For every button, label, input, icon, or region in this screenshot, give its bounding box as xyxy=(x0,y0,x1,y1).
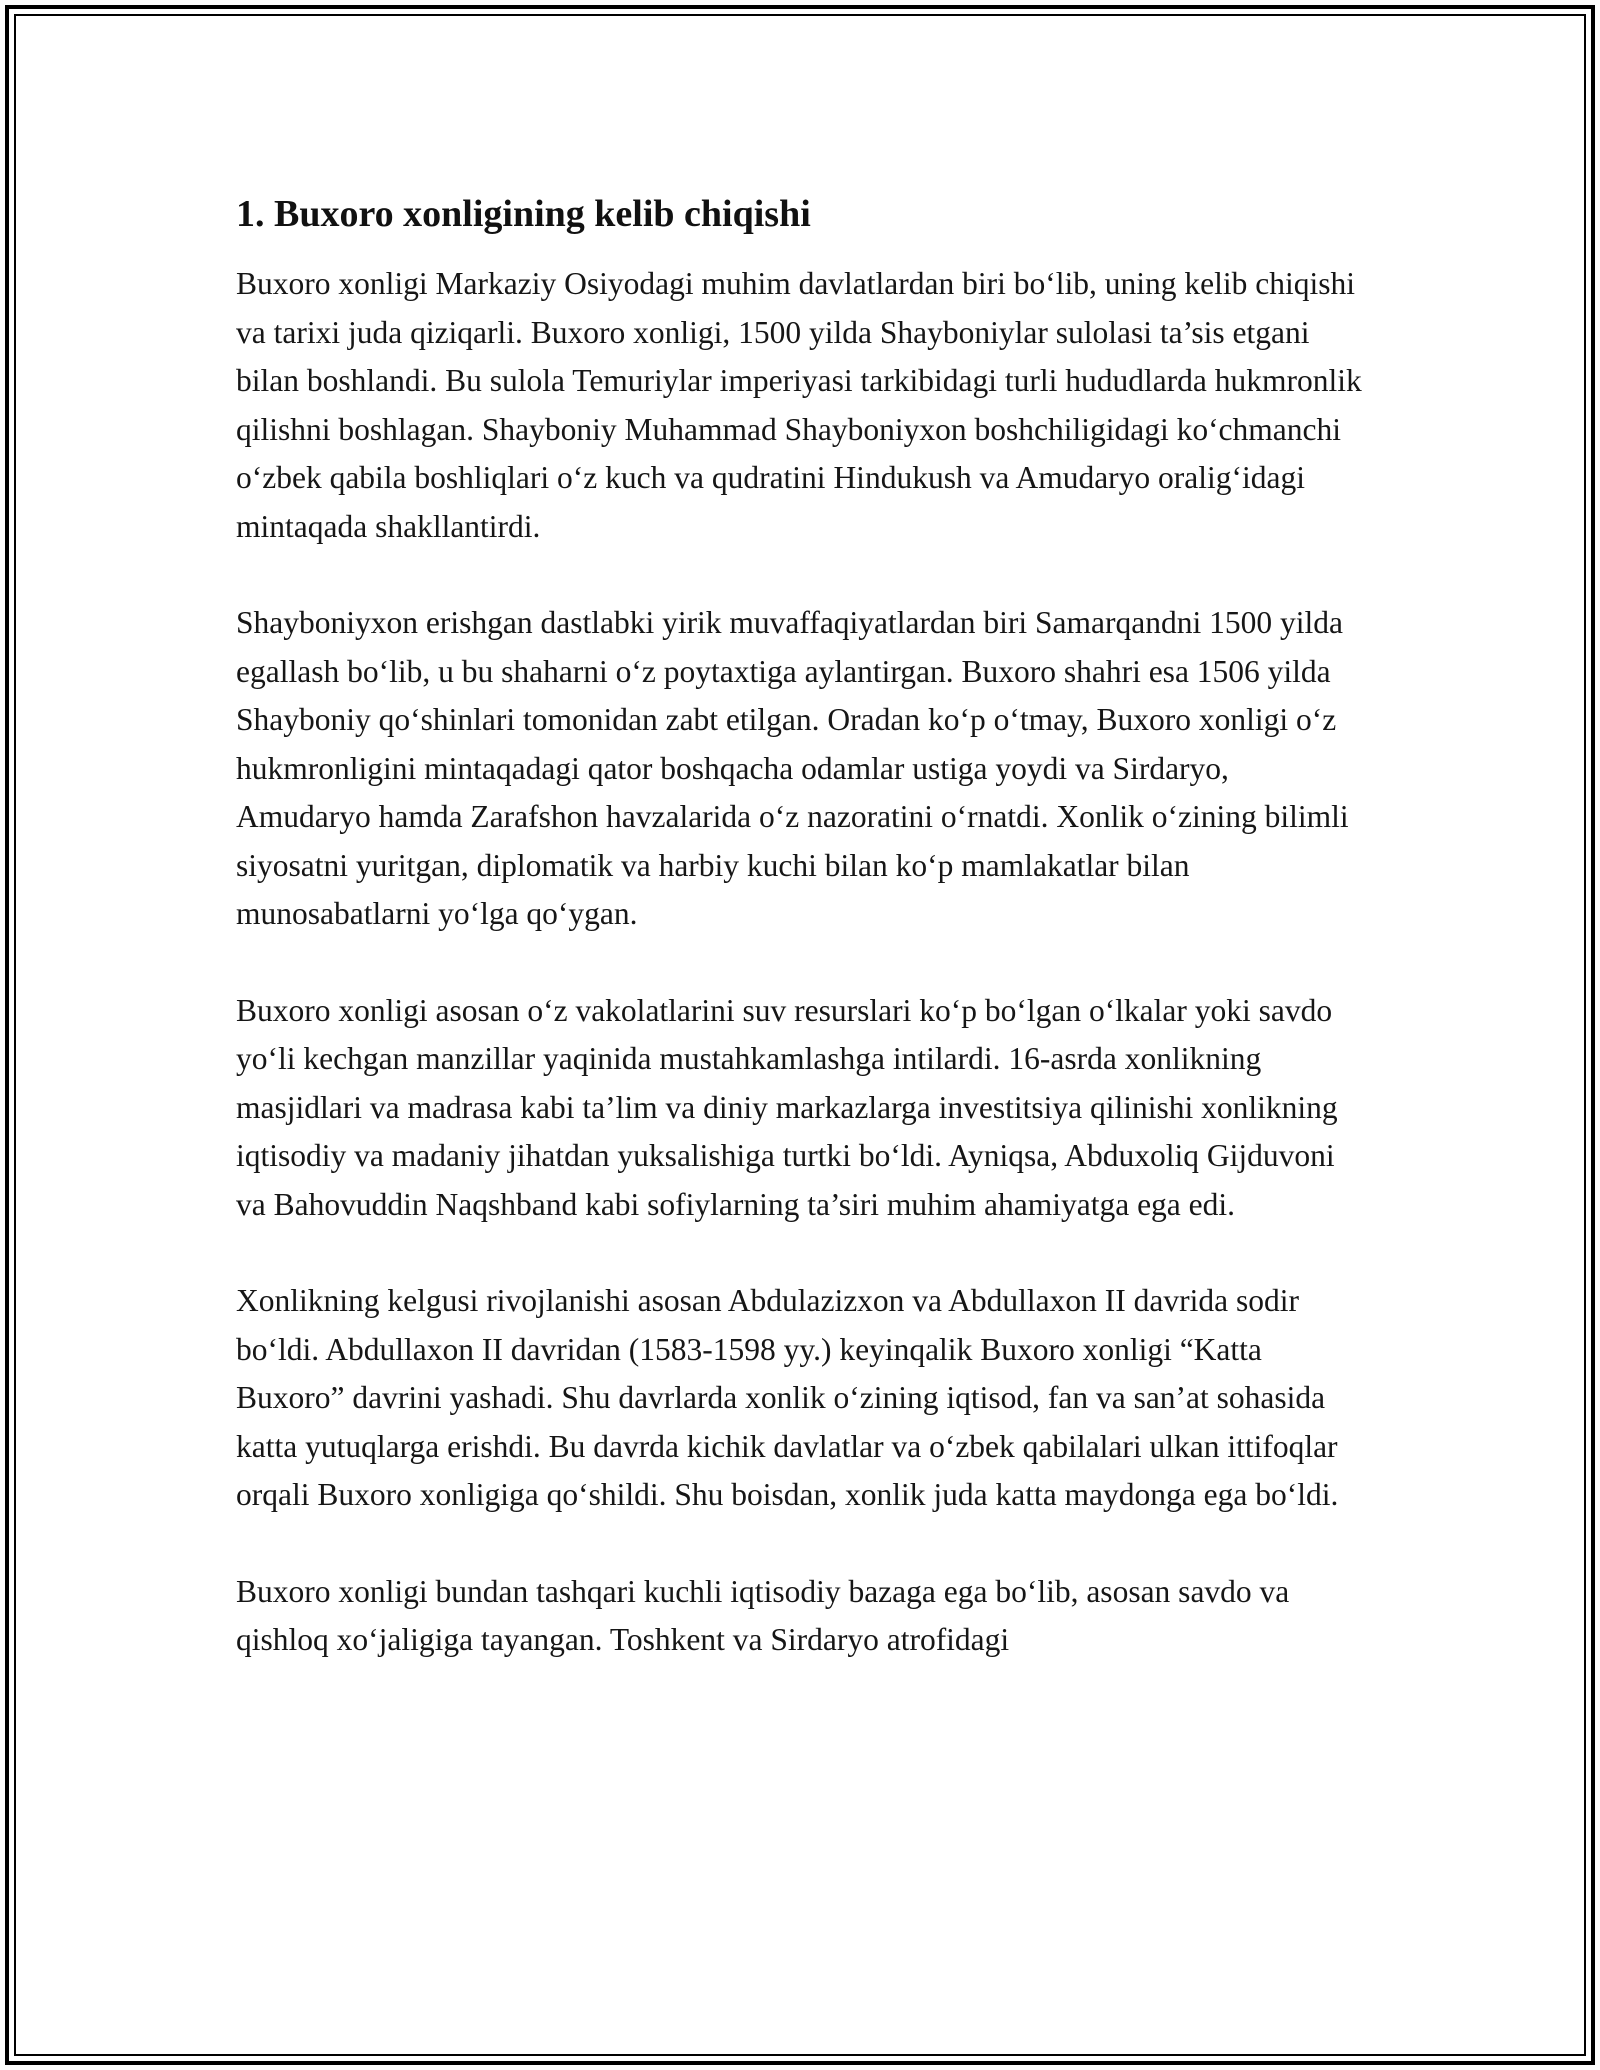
paragraph-3: Buxoro xonligi asosan o‘z vakolatlarini suv resurslari ko‘p bo‘lgan o‘lkalar yoki savdo yo‘li kechgan manzillar yaqinida mustahkamlashga intilardi. 16-asrda xonlikning masjidlari va madrasa kabi ta’lim va diniy markazlarga investitsiya qilinishi xonlikning iqtisodiy va madaniy jihatdan yuksalishiga turtki bo‘ldi. Ayniqsa, Abduxoliq Gijduvoni va Bahovuddin Naqshband kabi sofiylarning ta’siri muhim ahamiyatga ega edi. xyxy=(236,992,1338,1222)
document-body xyxy=(236,186,1366,1665)
paragraph-5: Buxoro xonligi bundan tashqari kuchli iqtisodiy bazaga ega bo‘lib, asosan savdo va qishloq xo‘jaligiga tayangan. Toshkent va Sirdaryo atrofidagi xyxy=(236,1573,1290,1657)
paragraph-1: Buxoro xonligi Markaziy Osiyodagi muhim davlatlardan biri bo‘lib, uning kelib chiqishi va tarixi juda qiziqarli. Buxoro xonligi, 1500 yilda Shayboniylar sulolasi ta’sis etgani bilan boshlandi. Bu sulola Temuriylar imperiyasi tarkibidagi turli hududlarda hukmronlik qilishni boshlagan. Shayboniy Muhammad Shayboniyxon boshchiligidagi ko‘chmanchi o‘zbek qabila boshliqlari o‘z kuch va qudratini Hindukush va Amudaryo oralig‘idagi mintaqada shakllantirdi. xyxy=(236,266,1362,544)
section-heading: 1. Buxoro xonligining kelib chiqishi xyxy=(236,193,811,235)
paragraph-2: Shayboniyxon erishgan dastlabki yirik muvaffaqiyatlardan biri Samarqandni 1500 yilda egallash bo‘lib, u bu shaharni o‘z poytaxtiga aylantirgan. Buxoro shahri esa 1506 yilda Shayboniy qo‘shinlari tomonidan zabt etilgan. Oradan ko‘p o‘tmay, Buxoro xonligi o‘z hukmronligini mintaqadagi qator boshqacha odamlar ustiga yoydi va Sirdaryo, Amudaryo hamda Zarafshon havzalarida o‘z nazoratini o‘rnatdi. Xonlik o‘zining bilimli siyosatni yuritgan, diplomatik va harbiy kuchi bilan ko‘p mamlakatlar bilan munosabatlarni yo‘lga qo‘ygan. xyxy=(236,605,1349,931)
paragraph-4: Xonlikning kelgusi rivojlanishi asosan Abdulazizxon va Abdullaxon II davrida sodir bo‘ldi. Abdullaxon II davridan (1583-1598 yy.) keyinqalik Buxoro xonligi “Katta Buxoro” davrini yashadi. Shu davrlarda xonlik o‘zining iqtisod, fan va san’at sohasida katta yutuqlarga erishdi. Bu davrda kichik davlatlar va o‘zbek qabilalari ulkan ittifoqlar orqali Buxoro xonligiga qo‘shildi. Shu boisdan, xonlik juda katta maydonga ega bo‘ldi. xyxy=(236,1283,1339,1512)
